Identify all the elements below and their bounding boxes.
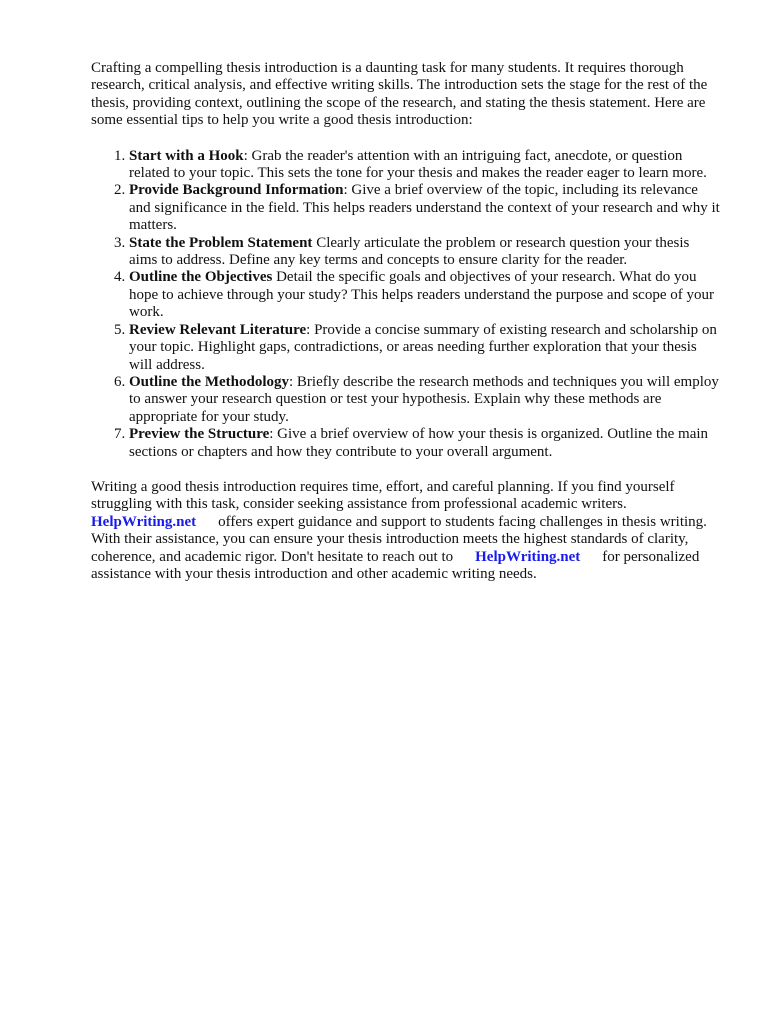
tip-title: Start with a Hook <box>129 147 244 164</box>
tip-title: Preview the Structure <box>129 426 270 443</box>
tip-text: Give a brief overview of how your thesis is organized. Outline the main sections or chapters and how they contribute to your overall argument. <box>129 426 709 460</box>
tip-text: Provide a concise summary of existing research and scholarship on your topic. Highlight gaps, contradictions, or areas needing further exploration that your thesis will address. <box>129 321 717 373</box>
tip-text: Give a brief overview of the topic, including its relevance and significance in the field. This helps readers understand the context of your research and why it matters. <box>129 182 720 234</box>
tip-title: Outline the Methodology <box>129 373 289 390</box>
list-item <box>129 374 721 426</box>
list-item <box>129 182 721 234</box>
tip-text: Clearly articulate the problem or research question your thesis aims to address. Define any key terms and concepts to ensure clarity for the reader. <box>129 234 690 269</box>
tip-separator: : <box>306 321 315 338</box>
helpwriting-link-1[interactable]: HelpWriting.net <box>91 513 197 530</box>
tip-text: Detail the specific goals and objectives of your research. What do you hope to achieve through your study? This helps readers understand the purpose and scope of your work. <box>129 269 714 321</box>
closing-paragraph <box>91 479 721 583</box>
tips-list <box>91 148 721 461</box>
list-item <box>129 269 721 321</box>
closing-text-3: for personalized assistance with your thesis introduction and other academic writing needs. <box>91 548 700 582</box>
tip-title: Provide Background Information <box>129 182 344 199</box>
helpwriting-link-2[interactable]: HelpWriting.net <box>475 548 581 565</box>
tip-text: Grab the reader's attention with an intriguing fact, anecdote, or question related to your topic. This sets the tone for your thesis and makes the reader eager to learn more. <box>129 147 707 182</box>
closing-text-1: Writing a good thesis introduction requires time, effort, and careful planning. If you find yourself struggling with this task, consider seeking assistance from professional academic writers. <box>91 478 675 513</box>
tip-separator: : <box>289 373 297 390</box>
tip-separator: : <box>343 182 352 199</box>
list-item <box>129 148 721 183</box>
closing-text-2: offers expert guidance and support to students facing challenges in thesis writing. With their assistance, you can ensure your thesis introduction meets the highest standards of clarity, coherence, and academic rigor. Don't hesitate to reach out to <box>91 513 707 565</box>
intro-paragraph: Crafting a compelling thesis introduction is a daunting task for many students. It requires thorough research, critical analysis, and effective writing skills. The introduction sets the stage for the rest of the thesis, providing context, outlining the scope of the research, and stating the thesis statement. Here are some essential tips to help you write a good thesis introduction: <box>91 60 708 129</box>
list-item <box>129 235 721 270</box>
tip-separator: : <box>269 426 278 443</box>
tip-title: State the Problem Statement <box>129 234 313 251</box>
list-item <box>129 322 721 374</box>
tip-text: Briefly describe the research methods and techniques you will employ to answer your research question or test your hypothesis. Explain why these methods are appropriate for your study. <box>129 373 719 425</box>
list-item <box>129 426 721 461</box>
tip-separator: : <box>243 147 252 164</box>
tip-title: Review Relevant Literature <box>129 321 307 338</box>
tip-title: Outline the Objectives <box>129 269 273 286</box>
